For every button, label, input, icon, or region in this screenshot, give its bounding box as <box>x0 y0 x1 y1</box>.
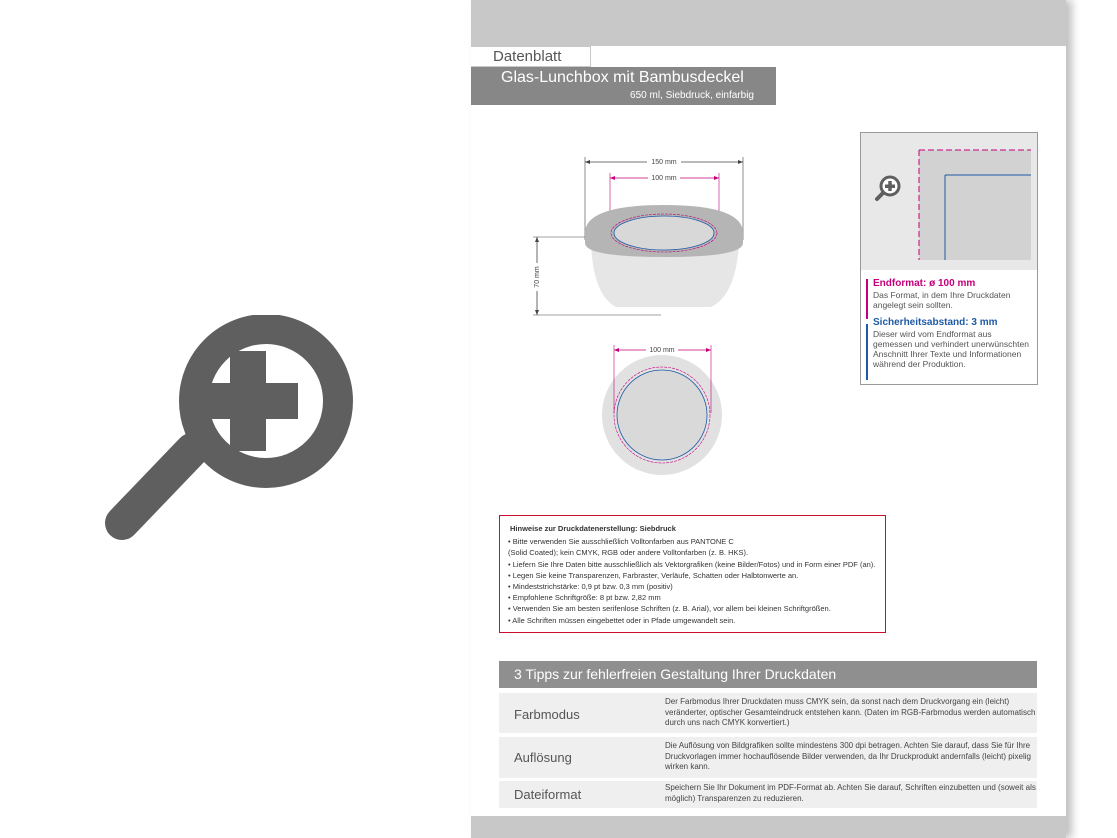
zoom-small-icon[interactable] <box>873 173 903 208</box>
hint-item: (Solid Coated); kein CMYK, RGB oder andere Volltonfarben (z. B. HKS). <box>508 548 749 558</box>
hints-title: Hinweise zur Druckdatenerstellung: Siebdruck <box>510 524 676 533</box>
safety-title: Sicherheitsabstand: 3 mm <box>873 317 998 328</box>
tip-text: Der Farbmodus Ihrer Druckdaten muss CMYK sein, da sonst nach dem Druckvorgang ein (leicht) veränderter, optischer Gesamteindruck entstehen kann. (Daten im RGB-Farbmodus werden automatisch durch uns nach CMYK konvertiert.) <box>665 697 1036 727</box>
tip-row-resolution <box>499 737 1037 778</box>
hint-item: • Alle Schriften müssen eingebettet oder in Pfade umgewandelt sein. <box>508 615 736 625</box>
hint-item: • Bitte verwenden Sie ausschließlich Volltonfarben aus PANTONE C <box>508 537 734 547</box>
product-drawing <box>521 145 821 505</box>
page-bottom-bar <box>471 816 1066 838</box>
dim-top-print: 100 mm <box>649 347 675 354</box>
print-hints-box <box>499 515 886 633</box>
product-subtitle: 650 ml, Siebdruck, einfarbig <box>630 90 754 101</box>
safety-text: Dieser wird vom Endformat aus gemessen und verhindert unerwünschten Anschnitt Ihrer Texte und Informationen während der Produktion. <box>873 329 1029 369</box>
hint-item: • Verwenden Sie am besten serifenlose Schriften (z. B. Arial), vor allem bei kleinen Schriftgrößen. <box>508 604 831 614</box>
safety-marker <box>866 324 868 380</box>
dim-height: 70 mm <box>534 266 541 288</box>
tip-text: Die Auflösung von Bildgrafiken sollte mindestens 300 dpi betragen. Achten Sie darauf, dass Sie für Ihre Druckvorlagen immer hochauflösende Bilder verwenden, da Ihr Druckprodukt andernfalls (leicht) pixelig wirken kann. <box>665 741 1031 771</box>
product-title: Glas-Lunchbox mit Bambusdeckel <box>501 69 744 86</box>
datasheet-label: Datenblatt <box>471 46 591 67</box>
tip-label: Dateiformat <box>514 787 582 802</box>
zoom-detail-preview <box>861 133 1037 270</box>
endformat-marker <box>866 279 868 319</box>
tip-row-file-format <box>499 781 1037 808</box>
hint-item: • Empfohlene Schriftgröße: 8 pt bzw. 2,82 mm <box>508 593 661 603</box>
tip-text: Speichern Sie Ihr Dokument im PDF-Format ab. Achten Sie darauf, Schriften einzubetten und (soweit als möglich) Transparenzen zu reduzieren. <box>665 783 1036 803</box>
tip-row-color-mode <box>499 693 1037 733</box>
endformat-title: Endformat: ø 100 mm <box>873 278 976 289</box>
title-bar <box>471 67 776 105</box>
tips-header: 3 Tipps zur fehlerfreien Gestaltung Ihrer Druckdaten <box>499 661 1037 688</box>
zoom-in-icon[interactable] <box>100 315 360 555</box>
datasheet-page <box>471 0 1066 838</box>
hint-item: • Mindeststrichstärke: 0,9 pt bzw. 0,3 mm (positiv) <box>508 582 673 592</box>
dim-outer-width: 150 mm <box>651 159 677 166</box>
tip-label: Auflösung <box>514 750 572 765</box>
hint-item: • Liefern Sie Ihre Daten bitte ausschließlich als Vektorgrafiken (keine Bilder/Fotos) und in Form einer PDF (an). <box>508 559 876 569</box>
hint-item: • Legen Sie keine Transparenzen, Farbraster, Verläufe, Schatten oder Halbtonwerte an. <box>508 570 799 580</box>
endformat-text: Das Format, in dem Ihre Druckdaten angelegt sein sollten. <box>873 290 1011 310</box>
dim-print-width: 100 mm <box>651 175 677 182</box>
tip-label: Farbmodus <box>514 707 580 722</box>
page-top-bar <box>471 0 1066 46</box>
zoom-detail-panel <box>860 132 1038 385</box>
